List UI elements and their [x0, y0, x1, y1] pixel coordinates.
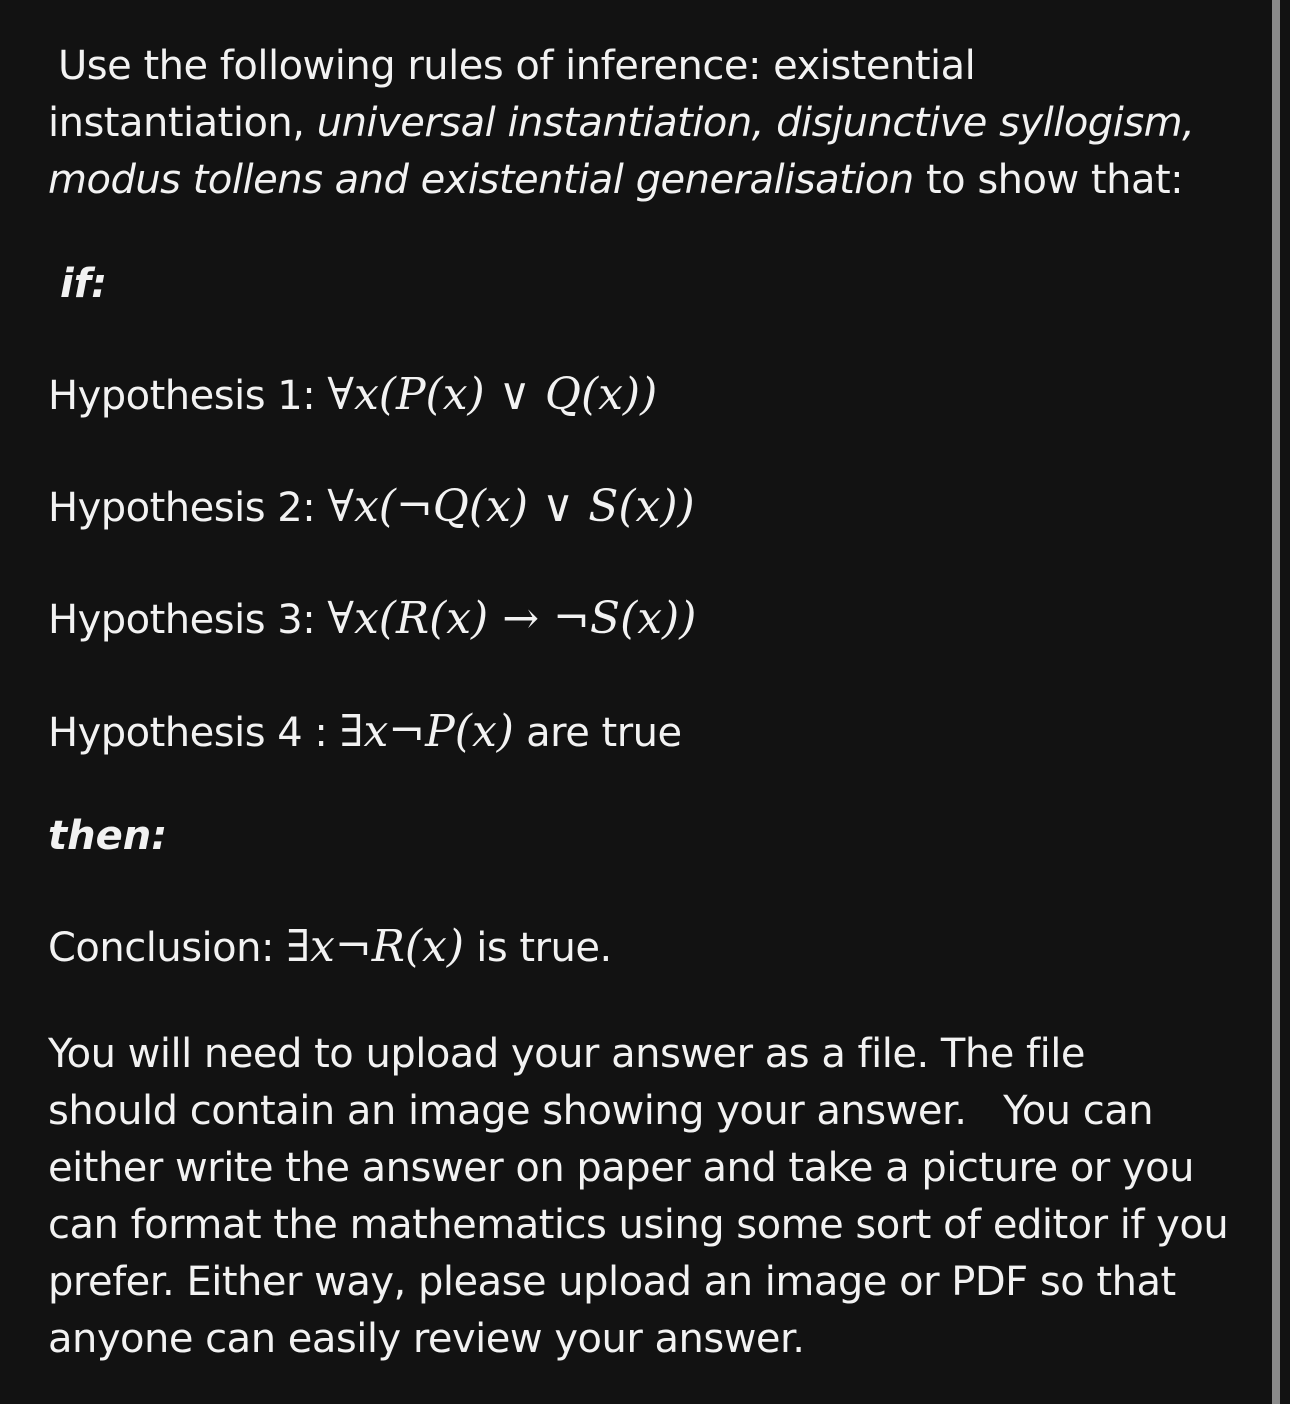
hypothesis-1	[48, 366, 657, 425]
outro-line-6: anyone can easily review your answer.	[48, 1316, 805, 1362]
hypothesis-4	[48, 703, 682, 762]
vertical-scrollbar[interactable]	[1272, 0, 1280, 1404]
hypothesis-4-formula: ∃x¬P(x)	[339, 706, 514, 757]
upload-instructions	[48, 1026, 1248, 1368]
then-label: then:	[48, 813, 168, 859]
intro-line-3-italic: modus tollens and existential generalisation	[48, 157, 914, 203]
outro-line-3: either write the answer on paper and take a picture or you	[48, 1145, 1194, 1191]
intro-paragraph	[48, 38, 1248, 209]
conclusion-suffix: is true.	[464, 925, 612, 971]
hypothesis-1-label: Hypothesis 1:	[48, 373, 328, 419]
conclusion-label: Conclusion:	[48, 925, 287, 971]
outro-line-2: should contain an image showing your answer. You can	[48, 1088, 1154, 1134]
hypothesis-3	[48, 590, 696, 649]
intro-line-2	[48, 95, 1248, 152]
hypothesis-3-formula: ∀x(R(x) → ¬S(x))	[327, 593, 697, 644]
intro-line-3-plain: to show that:	[913, 157, 1184, 203]
hypothesis-3-label: Hypothesis 3:	[48, 597, 328, 643]
intro-line-1: Use the following rules of inference: existential	[58, 43, 976, 89]
hypothesis-2-label: Hypothesis 2:	[48, 485, 328, 531]
conclusion-formula: ∃x¬R(x)	[286, 921, 465, 972]
hypothesis-4-label: Hypothesis 4 :	[48, 710, 340, 756]
hypothesis-1-formula: ∀x(P(x) ∨ Q(x))	[327, 369, 658, 420]
intro-line-3	[48, 152, 1248, 209]
hypothesis-4-suffix: are true	[513, 710, 682, 756]
hypothesis-2	[48, 478, 695, 537]
hypothesis-2-formula: ∀x(¬Q(x) ∨ S(x))	[327, 481, 695, 532]
intro-line-2-plain: instantiation,	[48, 100, 317, 146]
outro-line-1: You will need to upload your answer as a file. The file	[48, 1031, 1085, 1077]
conclusion	[48, 918, 612, 977]
intro-line-2-italic: universal instantiation, disjunctive syllogism,	[316, 100, 1195, 146]
outro-line-4: can format the mathematics using some sort of editor if you	[48, 1202, 1229, 1248]
outro-line-5: prefer. Either way, please upload an image or PDF so that	[48, 1259, 1176, 1305]
if-label: if:	[60, 261, 108, 307]
